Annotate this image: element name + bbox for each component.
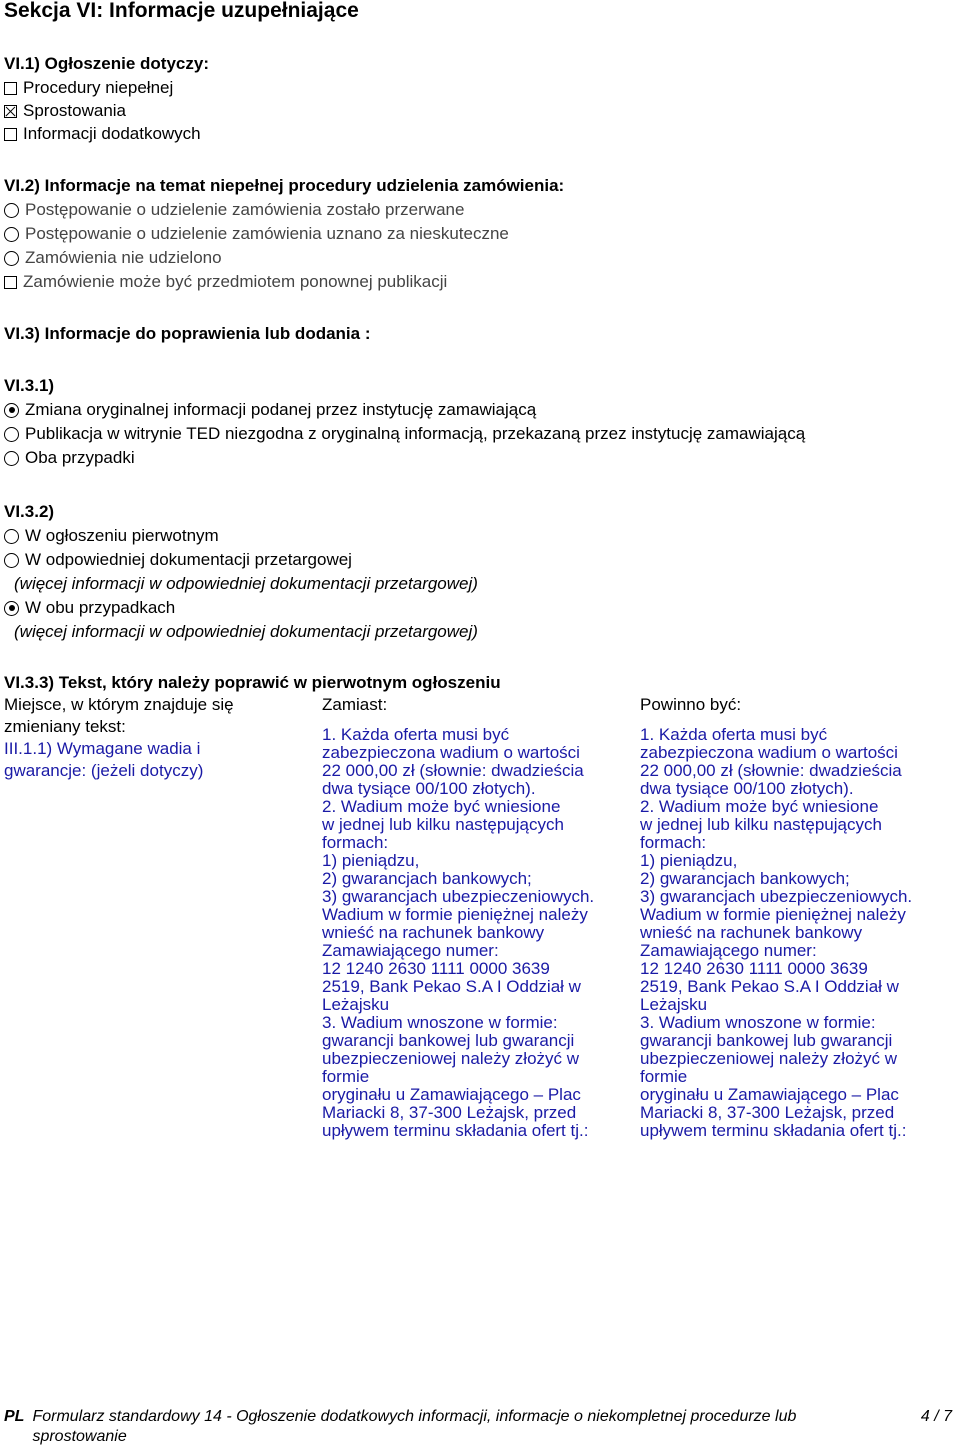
option-label: Postępowanie o udzielenie zamówienia uznano za nieskuteczne	[25, 224, 509, 243]
option-label: Sprostowania	[23, 101, 127, 120]
option-label: Zamówienie może być przedmiotem ponownej publikacji	[23, 272, 448, 291]
option-label: Postępowanie o udzielenie zamówienia zostało przerwane	[25, 200, 465, 219]
radio-icon[interactable]	[4, 451, 19, 466]
option-label: Zamówienia nie udzielono	[25, 248, 222, 267]
option-nie-udzielono[interactable]	[4, 246, 952, 270]
vi32-heading: VI.3.2)	[4, 502, 55, 521]
checkbox-icon[interactable]	[4, 82, 17, 95]
should-text: 1. Każda oferta musi być zabezpieczona wadium o wartości 22 000,00 zł (słownie: dwadzieścia dwa tysiące 00/100 złotych). 2. Wadium może być wniesione w jednej lub kilku następujących formach: 1) pieniądzu, 2) gwarancjach bankowych; 3) gwarancjach ubezpieczeniowych. Wadium w formie pieniężnej należy wnieść na rachunek bankowy Zamawiającego numer: 12 1240 2630 1111 0000 3639 2519, Bank Pekao S.A I Oddział w Leżajsku 3. Wadium wnoszone w formie: gwarancji bankowej lub gwarancji ubezpieczeniowej należy złożyć w formie oryginału u Zamawiającego – Plac Mariacki 8, 37-300 Leżajsk, przed upływem terminu składania ofert tj.:	[640, 725, 913, 1140]
option-dokumentacja[interactable]	[4, 548, 952, 572]
vi31-block	[4, 374, 952, 470]
vi31-heading: VI.3.1)	[4, 376, 55, 395]
footer-page-number: 4 / 7	[920, 1408, 952, 1425]
should-label: Powinno być:	[640, 695, 742, 714]
instead-label: Zamiast:	[322, 695, 388, 714]
option-zmiana-oryginalnej[interactable]	[4, 398, 952, 422]
instead-column	[322, 694, 637, 1140]
option-ogloszenie-pierwotne[interactable]	[4, 524, 952, 548]
section-title: Sekcja VI: Informacje uzupełniające	[4, 0, 359, 22]
option-label: Oba przypadki	[25, 448, 135, 467]
vi33-heading: VI.3.3) Tekst, który należy poprawić w pierwotnym ogłoszeniu	[4, 673, 501, 692]
radio-selected-icon[interactable]	[4, 403, 19, 418]
option-procedury-niepelnej[interactable]	[4, 76, 952, 100]
option-nieskuteczne[interactable]	[4, 222, 952, 246]
option-sprostowania[interactable]	[4, 99, 952, 123]
radio-icon[interactable]	[4, 427, 19, 442]
option-oba-przypadki[interactable]	[4, 446, 952, 470]
option-publikacja-ted[interactable]	[4, 422, 952, 446]
radio-icon[interactable]	[4, 251, 19, 266]
note-dokumentacja: (więcej informacji w odpowiedniej dokumentacji przetargowej)	[14, 574, 478, 593]
vi3-heading: VI.3) Informacje do poprawienia lub dodania :	[4, 324, 371, 343]
option-ponowna-publikacja[interactable]	[4, 270, 952, 294]
checkbox-icon[interactable]	[4, 276, 17, 289]
place-label: Miejsce, w którym znajduje się zmieniany tekst:	[4, 695, 234, 736]
checkbox-icon[interactable]	[4, 128, 17, 141]
vi32-block	[4, 500, 952, 644]
vi2-block	[4, 174, 952, 294]
option-label: W odpowiedniej dokumentacji przetargowej	[25, 550, 352, 569]
option-przerwane[interactable]	[4, 198, 952, 222]
option-informacji-dodatkowych[interactable]	[4, 122, 952, 146]
place-column	[4, 694, 294, 782]
option-label: Informacji dodatkowych	[23, 124, 201, 143]
note-obu-przypadkach: (więcej informacji w odpowiedniej dokumentacji przetargowej)	[14, 622, 478, 641]
checkbox-checked-icon[interactable]	[4, 105, 17, 118]
vi33-heading-block	[4, 671, 952, 695]
place-value: III.1.1) Wymagane wadia i gwarancje: (jeżeli dotyczy)	[4, 739, 204, 780]
radio-icon[interactable]	[4, 529, 19, 544]
footer-title: Formularz standardowy 14 - Ogłoszenie dodatkowych informacji, informacje o niekompletnej procedurze lub sprostowanie	[32, 1408, 797, 1445]
page-footer	[4, 1407, 956, 1447]
radio-icon[interactable]	[4, 553, 19, 568]
radio-selected-icon[interactable]	[4, 601, 19, 616]
vi1-block	[4, 52, 952, 146]
option-label: Zmiana oryginalnej informacji podanej przez instytucję zamawiającą	[25, 400, 537, 419]
option-label: Procedury niepełnej	[23, 78, 174, 97]
vi3-heading-block	[4, 322, 952, 346]
option-label: W ogłoszeniu pierwotnym	[25, 526, 219, 545]
option-obu-przypadkach[interactable]	[4, 596, 952, 620]
instead-text: 1. Każda oferta musi być zabezpieczona wadium o wartości 22 000,00 zł (słownie: dwadzieścia dwa tysiące 00/100 złotych). 2. Wadium może być wniesione w jednej lub kilku następujących formach: 1) pieniądzu, 2) gwarancjach bankowych; 3) gwarancjach ubezpieczeniowych. Wadium w formie pieniężnej należy wnieść na rachunek bankowy Zamawiającego numer: 12 1240 2630 1111 0000 3639 2519, Bank Pekao S.A I Oddział w Leżajsku 3. Wadium wnoszone w formie: gwarancji bankowej lub gwarancji ubezpieczeniowej należy złożyć w formie oryginału u Zamawiającego – Plac Mariacki 8, 37-300 Leżajsk, przed upływem terminu składania ofert tj.:	[322, 725, 595, 1140]
footer-lang: PL	[4, 1408, 25, 1425]
should-column	[640, 694, 956, 1140]
vi2-heading: VI.2) Informacje na temat niepełnej procedury udzielenia zamówienia:	[4, 176, 565, 195]
option-label: W obu przypadkach	[25, 598, 176, 617]
vi1-heading: VI.1) Ogłoszenie dotyczy:	[4, 54, 209, 73]
radio-icon[interactable]	[4, 227, 19, 242]
option-label: Publikacja w witrynie TED niezgodna z oryginalną informacją, przekazaną przez instytucję zamawiającą	[25, 424, 806, 443]
radio-icon[interactable]	[4, 203, 19, 218]
